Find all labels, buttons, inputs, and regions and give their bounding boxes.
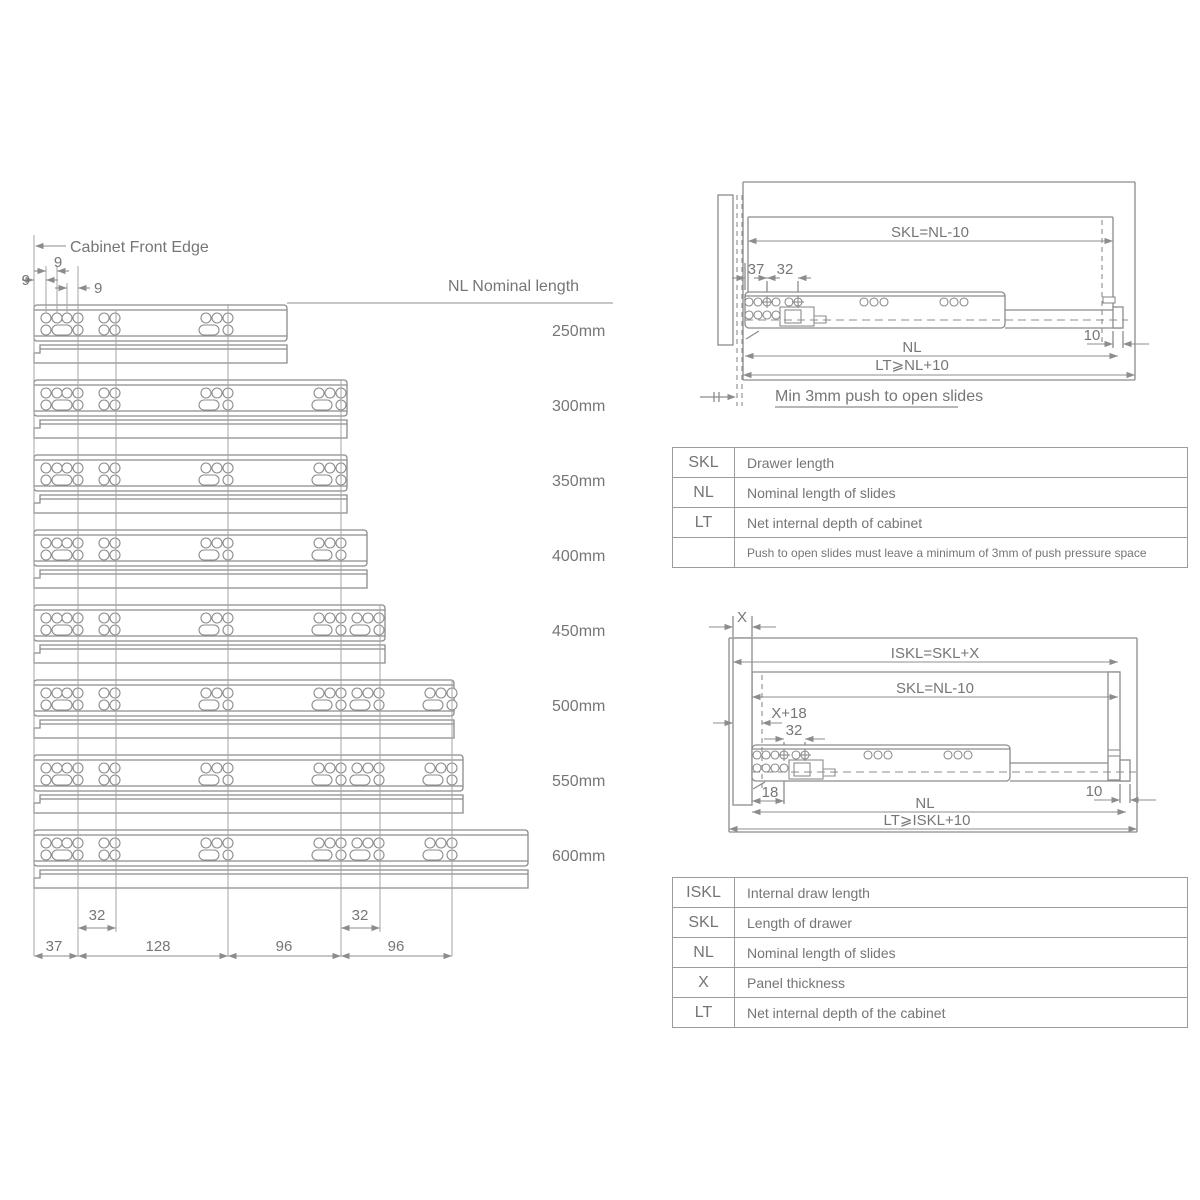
slide-300mm bbox=[34, 380, 347, 438]
legend-desc: Net internal depth of the cabinet bbox=[735, 998, 1188, 1028]
legend-table-top bbox=[672, 447, 1188, 568]
mounting-hole bbox=[41, 475, 51, 485]
mounting-hole bbox=[99, 625, 109, 635]
mounting-hole bbox=[436, 688, 446, 698]
mounting-slot bbox=[52, 325, 72, 335]
mounting-slot bbox=[199, 400, 219, 410]
mounting-hole bbox=[374, 763, 384, 773]
slide-length-label: 350mm bbox=[552, 473, 606, 490]
mounting-hole bbox=[374, 625, 384, 635]
mounting-hole bbox=[41, 313, 51, 323]
legend-key bbox=[673, 538, 735, 568]
slide-450mm bbox=[34, 605, 385, 663]
mounting-hole bbox=[52, 613, 62, 623]
dim-18-label: 18 bbox=[761, 784, 779, 801]
mounting-hole bbox=[62, 838, 72, 848]
mounting-hole bbox=[41, 700, 51, 710]
mounting-hole bbox=[41, 775, 51, 785]
slide-600mm bbox=[34, 830, 528, 888]
mounting-slot bbox=[199, 475, 219, 485]
mounting-hole bbox=[212, 463, 222, 473]
mounting-hole bbox=[944, 751, 952, 759]
legend-key: SKL bbox=[673, 448, 735, 478]
mounting-hole bbox=[99, 850, 109, 860]
table-row bbox=[673, 478, 1188, 508]
legend-desc: Panel thickness bbox=[735, 968, 1188, 998]
mounting-hole bbox=[785, 298, 793, 306]
mounting-hole bbox=[436, 838, 446, 848]
drawer-back-panel bbox=[1108, 672, 1120, 780]
mounting-hole bbox=[940, 298, 948, 306]
lt-dim-label: LT⩾ISKL+10 bbox=[883, 812, 971, 829]
dim-96-label: 96 bbox=[275, 938, 293, 955]
mounting-hole bbox=[110, 550, 120, 560]
mounting-hole bbox=[212, 313, 222, 323]
mounting-slot bbox=[199, 775, 219, 785]
mounting-hole bbox=[201, 388, 211, 398]
mounting-slot bbox=[312, 475, 332, 485]
mounting-hole bbox=[99, 838, 109, 848]
slide-length-label: 450mm bbox=[552, 623, 606, 640]
mounting-hole bbox=[99, 400, 109, 410]
mounting-slot bbox=[199, 625, 219, 635]
mounting-hole bbox=[950, 298, 958, 306]
mounting-hole bbox=[314, 688, 324, 698]
mounting-hole bbox=[960, 298, 968, 306]
pitch-dim-label: 9 bbox=[21, 272, 30, 289]
nl-dim-label: NL bbox=[915, 795, 935, 812]
mounting-hole bbox=[436, 763, 446, 773]
mounting-hole bbox=[762, 751, 770, 759]
mounting-hole bbox=[110, 775, 120, 785]
mounting-hole bbox=[753, 751, 761, 759]
dim-37-label: 37 bbox=[45, 938, 63, 955]
legend-key: NL bbox=[673, 478, 735, 508]
table-row bbox=[673, 508, 1188, 538]
mounting-hole bbox=[52, 838, 62, 848]
mounting-hole bbox=[41, 613, 51, 623]
slide-400mm bbox=[34, 530, 367, 588]
mounting-hole bbox=[99, 463, 109, 473]
mounting-hole bbox=[352, 763, 362, 773]
push-note-label: Min 3mm push to open slides bbox=[775, 388, 984, 405]
mounting-slot bbox=[423, 850, 443, 860]
mounting-hole bbox=[99, 313, 109, 323]
mounting-hole bbox=[99, 550, 109, 560]
mounting-hole bbox=[41, 850, 51, 860]
mounting-hole bbox=[964, 751, 972, 759]
legend-desc: Net internal depth of cabinet bbox=[735, 508, 1188, 538]
mounting-hole bbox=[110, 463, 120, 473]
mounting-hole bbox=[52, 463, 62, 473]
mounting-hole bbox=[352, 688, 362, 698]
mounting-hole bbox=[325, 538, 335, 548]
mounting-hole bbox=[212, 613, 222, 623]
mounting-hole bbox=[99, 763, 109, 773]
mounting-hole bbox=[325, 613, 335, 623]
mounting-slot bbox=[312, 775, 332, 785]
mounting-hole bbox=[762, 764, 770, 772]
mounting-hole bbox=[62, 463, 72, 473]
mounting-hole bbox=[62, 538, 72, 548]
mounting-hole bbox=[771, 764, 779, 772]
mounting-hole bbox=[374, 688, 384, 698]
mounting-hole bbox=[860, 298, 868, 306]
mounting-slot bbox=[52, 850, 72, 860]
mounting-hole bbox=[41, 388, 51, 398]
push-latch-inner bbox=[794, 763, 810, 776]
mounting-hole bbox=[52, 538, 62, 548]
lt-dim-label: LT⩾NL+10 bbox=[875, 357, 949, 374]
mounting-hole bbox=[772, 298, 780, 306]
legend-desc: Length of drawer bbox=[735, 908, 1188, 938]
mounting-slot bbox=[350, 850, 370, 860]
table-row bbox=[673, 998, 1188, 1028]
mounting-slot bbox=[312, 625, 332, 635]
mounting-hole bbox=[352, 613, 362, 623]
mounting-hole bbox=[374, 775, 384, 785]
bottom-diagram-labels bbox=[737, 609, 1102, 829]
mounting-hole bbox=[41, 325, 51, 335]
mounting-hole bbox=[62, 388, 72, 398]
mounting-hole bbox=[41, 538, 51, 548]
slide-500mm bbox=[34, 680, 457, 738]
dim-32-label: 32 bbox=[776, 261, 794, 278]
mounting-hole bbox=[374, 838, 384, 848]
mounting-slot bbox=[350, 625, 370, 635]
mounting-hole bbox=[52, 313, 62, 323]
mounting-hole bbox=[110, 700, 120, 710]
mounting-hole bbox=[201, 313, 211, 323]
mounting-slot bbox=[199, 700, 219, 710]
table-row bbox=[673, 938, 1188, 968]
legend-key: LT bbox=[673, 508, 735, 538]
rear-clip bbox=[1108, 750, 1120, 756]
mounting-hole bbox=[325, 838, 335, 848]
mounting-hole bbox=[52, 388, 62, 398]
mounting-hole bbox=[110, 388, 120, 398]
mounting-hole bbox=[99, 325, 109, 335]
drawer-member-end bbox=[1120, 760, 1130, 781]
mounting-hole bbox=[41, 763, 51, 773]
mounting-hole bbox=[212, 388, 222, 398]
mounting-hole bbox=[201, 463, 211, 473]
mounting-hole bbox=[62, 613, 72, 623]
drawer-front-panel bbox=[733, 638, 752, 805]
legend-desc: Internal draw length bbox=[735, 878, 1188, 908]
nl-heading-label: NL Nominal length bbox=[448, 278, 580, 295]
dim-96-label: 96 bbox=[387, 938, 405, 955]
mounting-slot bbox=[312, 400, 332, 410]
nominal-length-diagram bbox=[34, 305, 605, 888]
mounting-hole bbox=[110, 538, 120, 548]
table-row bbox=[673, 448, 1188, 478]
mounting-slot bbox=[52, 400, 72, 410]
dim-32-label: 32 bbox=[351, 907, 369, 924]
table-row bbox=[673, 878, 1188, 908]
push-latch-inner bbox=[785, 310, 801, 323]
x18-dim-label: X+18 bbox=[771, 705, 807, 722]
dim-32-label: 32 bbox=[785, 722, 803, 739]
mounting-hole bbox=[201, 538, 211, 548]
slide-length-label: 250mm bbox=[552, 323, 606, 340]
mounting-hole bbox=[754, 298, 762, 306]
mounting-hole bbox=[425, 688, 435, 698]
mounting-hole bbox=[792, 751, 800, 759]
mounting-hole bbox=[110, 313, 120, 323]
mounting-hole bbox=[374, 613, 384, 623]
mounting-hole bbox=[745, 298, 753, 306]
mounting-hole bbox=[314, 838, 324, 848]
mounting-hole bbox=[99, 475, 109, 485]
mounting-hole bbox=[62, 313, 72, 323]
table-row bbox=[673, 908, 1188, 938]
skl-dim-label: SKL=NL-10 bbox=[896, 680, 974, 697]
mounting-hole bbox=[954, 751, 962, 759]
mounting-hole bbox=[110, 688, 120, 698]
mounting-hole bbox=[212, 538, 222, 548]
mounting-hole bbox=[425, 763, 435, 773]
mounting-hole bbox=[374, 850, 384, 860]
mounting-hole bbox=[212, 763, 222, 773]
mounting-hole bbox=[41, 550, 51, 560]
skl-dim-label: SKL=NL-10 bbox=[891, 224, 969, 241]
legend-key: NL bbox=[673, 938, 735, 968]
mounting-hole bbox=[41, 400, 51, 410]
mounting-hole bbox=[110, 625, 120, 635]
pitch-dim-label: 9 bbox=[94, 280, 103, 297]
mounting-hole bbox=[110, 850, 120, 860]
legend-key: LT bbox=[673, 998, 735, 1028]
slide-550mm bbox=[34, 755, 463, 813]
mounting-hole bbox=[99, 775, 109, 785]
mounting-hole bbox=[41, 625, 51, 635]
mounting-hole bbox=[201, 763, 211, 773]
mounting-hole bbox=[884, 751, 892, 759]
mounting-hole bbox=[99, 700, 109, 710]
mounting-slot bbox=[52, 775, 72, 785]
slide-350mm bbox=[34, 455, 347, 513]
mounting-hole bbox=[363, 688, 373, 698]
mounting-slot bbox=[52, 700, 72, 710]
legend-desc: Nominal length of slides bbox=[735, 938, 1188, 968]
iskl-dim-label: ISKL=SKL+X bbox=[890, 645, 980, 662]
mounting-hole bbox=[425, 838, 435, 848]
mounting-slot bbox=[199, 550, 219, 560]
mounting-hole bbox=[314, 388, 324, 398]
mounting-hole bbox=[52, 763, 62, 773]
cabinet-front-edge-label: Cabinet Front Edge bbox=[70, 239, 209, 256]
mounting-hole bbox=[110, 613, 120, 623]
mounting-hole bbox=[212, 838, 222, 848]
mounting-hole bbox=[201, 838, 211, 848]
mounting-slot bbox=[199, 850, 219, 860]
slide-250mm bbox=[34, 305, 287, 363]
mounting-hole bbox=[41, 688, 51, 698]
mounting-hole bbox=[763, 311, 771, 319]
dim-10-label: 10 bbox=[1085, 783, 1103, 800]
mounting-slot bbox=[52, 475, 72, 485]
table-row bbox=[673, 968, 1188, 998]
x-dim-label: X bbox=[736, 609, 748, 626]
mounting-hole bbox=[201, 688, 211, 698]
mounting-hole bbox=[745, 311, 753, 319]
slide-length-label: 500mm bbox=[552, 698, 606, 715]
mounting-hole bbox=[314, 538, 324, 548]
mounting-hole bbox=[41, 838, 51, 848]
mounting-hole bbox=[772, 311, 780, 319]
mounting-hole bbox=[110, 763, 120, 773]
mounting-hole bbox=[325, 463, 335, 473]
legend-key: X bbox=[673, 968, 735, 998]
mounting-slot bbox=[52, 625, 72, 635]
mounting-hole bbox=[201, 613, 211, 623]
mounting-hole bbox=[110, 400, 120, 410]
mounting-hole bbox=[314, 763, 324, 773]
mounting-hole bbox=[99, 538, 109, 548]
mounting-hole bbox=[874, 751, 882, 759]
cabinet-side-panel bbox=[718, 195, 733, 345]
mounting-hole bbox=[363, 838, 373, 848]
mounting-hole bbox=[352, 838, 362, 848]
mounting-slot bbox=[52, 550, 72, 560]
mounting-hole bbox=[780, 764, 788, 772]
mounting-hole bbox=[325, 688, 335, 698]
mounting-slot bbox=[350, 775, 370, 785]
legend-key: ISKL bbox=[673, 878, 735, 908]
mounting-hole bbox=[62, 688, 72, 698]
slide-length-label: 550mm bbox=[552, 773, 606, 790]
legend-desc: Drawer length bbox=[735, 448, 1188, 478]
slide-length-label: 300mm bbox=[552, 398, 606, 415]
mounting-hole bbox=[110, 838, 120, 848]
dim-128-label: 128 bbox=[145, 938, 171, 955]
mounting-hole bbox=[52, 688, 62, 698]
mounting-slot bbox=[312, 850, 332, 860]
mounting-hole bbox=[325, 388, 335, 398]
mounting-hole bbox=[41, 463, 51, 473]
dim-32-label: 32 bbox=[88, 907, 106, 924]
mounting-slot bbox=[423, 700, 443, 710]
rear-clip bbox=[1103, 297, 1115, 303]
mounting-slot bbox=[423, 775, 443, 785]
mounting-hole bbox=[363, 613, 373, 623]
mounting-slot bbox=[350, 700, 370, 710]
drawer-member-end bbox=[1113, 307, 1123, 328]
mounting-hole bbox=[880, 298, 888, 306]
mounting-hole bbox=[99, 688, 109, 698]
mounting-hole bbox=[771, 751, 779, 759]
pitch-dim-label: 9 bbox=[53, 254, 63, 271]
legend-desc: Nominal length of slides bbox=[735, 478, 1188, 508]
legend-desc: Push to open slides must leave a minimum of 3mm of push pressure space bbox=[735, 538, 1188, 568]
dim-37-label: 37 bbox=[747, 261, 765, 278]
legend-table-bottom bbox=[672, 877, 1188, 1028]
mounting-slot bbox=[199, 325, 219, 335]
mounting-hole bbox=[870, 298, 878, 306]
mounting-hole bbox=[754, 311, 762, 319]
nl-dim-label: NL bbox=[902, 339, 922, 356]
mounting-hole bbox=[363, 763, 373, 773]
slide-length-label: 600mm bbox=[552, 848, 606, 865]
mounting-slot bbox=[312, 550, 332, 560]
mounting-hole bbox=[110, 475, 120, 485]
mounting-hole bbox=[314, 463, 324, 473]
mounting-hole bbox=[314, 613, 324, 623]
mounting-hole bbox=[864, 751, 872, 759]
mounting-hole bbox=[99, 613, 109, 623]
mounting-hole bbox=[325, 763, 335, 773]
mounting-hole bbox=[62, 763, 72, 773]
mounting-slot bbox=[312, 700, 332, 710]
mounting-hole bbox=[753, 764, 761, 772]
mounting-hole bbox=[374, 700, 384, 710]
mounting-hole bbox=[110, 325, 120, 335]
legend-key: SKL bbox=[673, 908, 735, 938]
slide-length-label: 400mm bbox=[552, 548, 606, 565]
table-row bbox=[673, 538, 1188, 568]
dim-10-label: 10 bbox=[1083, 327, 1101, 344]
mounting-hole bbox=[99, 388, 109, 398]
mounting-hole bbox=[212, 688, 222, 698]
